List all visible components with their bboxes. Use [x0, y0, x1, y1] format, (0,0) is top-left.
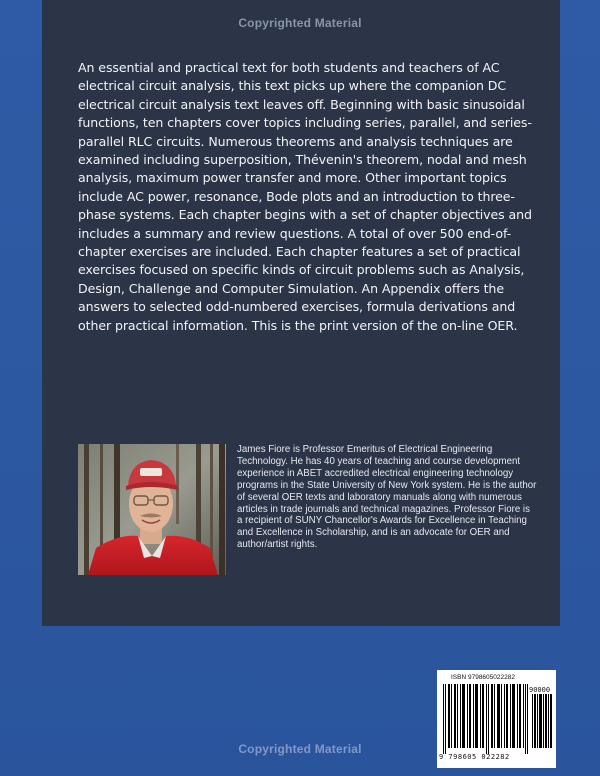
book-description: An essential and practical text for both students and teachers of AC electrical circuit analysis, this text picks up where the companion DC electrical circuit analysis text leaves off. Beginning with basic sinusoidal functions, ten chapters cover topics including series, parallel, and series-parallel RLC circuits. Numerous theorems and analysis techniques are examined including superposition, Thévenin's theorem, nodal and mesh analysis, maximum power transfer and more. Other important topics include AC power, resonance, Bode plots and an introduction to three-phase systems. Each chapter begins with a set of chapter objectives and includes a summary and review questions. A total of over 500 end-of-chapter exercises are included. Each chapter features a set of practical exercises focused on specific kinds of circuit problems such as Analysis, Design, Challenge and Computer Simulation. An Appendix offers the answers to selected odd-numbered exercises, formula derivations and other practical information. This is the print version of the on-line OER. — [78, 60, 532, 333]
author-photo — [78, 444, 226, 575]
price-code: 90000 — [529, 686, 551, 694]
watermark-bottom: Copyrighted Material — [238, 742, 362, 756]
isbn-label: ISBN 9798605022282 — [451, 674, 515, 681]
author-bio: James Fiore is Professor Emeritus of Electrical Engineering Technology. He has 40 years of teaching and course development experience in ABET accredited electrical engineering technology programs in the State University of New York system. He is the author of several OER texts and laboratory manuals along with numerous articles in trade journals and technical magazines. Professor Fiore is a recipient of SUNY Chancellor's Awards for Excellence in Teaching and Excellence in Scholarship, and is an advocate for OER and author/artist rights. — [237, 444, 537, 551]
barcode-digits: 9 798605 022282 — [439, 753, 510, 761]
watermark-top: Copyrighted Material — [238, 16, 362, 30]
